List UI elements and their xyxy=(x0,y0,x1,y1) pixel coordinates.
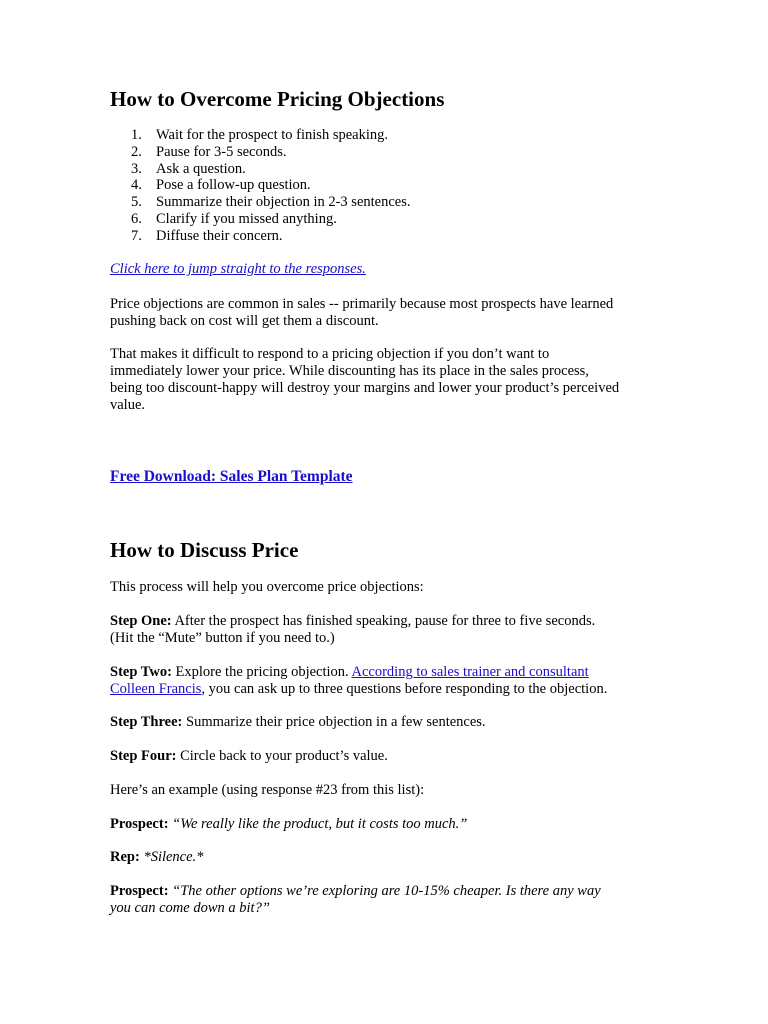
speaker-label: Prospect: xyxy=(110,883,169,899)
list-number: 6. xyxy=(131,210,142,227)
list-item xyxy=(110,228,410,245)
step-two-label: Step Two: xyxy=(110,664,172,680)
text-line: Price objections are common in sales -- primarily because most prospects have learned xyxy=(110,296,614,312)
list-number: 4. xyxy=(131,177,142,194)
step-one-label: Step One: xyxy=(110,613,172,629)
step-three-text: Summarize their price objection in a few sentences. xyxy=(182,714,486,730)
list-number: 5. xyxy=(131,194,142,211)
list-text: Diffuse their concern. xyxy=(156,227,283,244)
step-one-paragraph xyxy=(110,613,670,647)
jump-link-paragraph xyxy=(110,261,670,278)
dialogue-text: “The other options we’re exploring are 10-15% cheaper. Is there any way xyxy=(168,883,601,899)
steps-list xyxy=(110,127,410,245)
list-text: Pause for 3-5 seconds. xyxy=(156,143,287,160)
list-item xyxy=(110,177,410,194)
dialogue-line xyxy=(110,883,670,917)
list-number: 1. xyxy=(131,127,142,143)
dialogue-line xyxy=(110,849,670,866)
dialogue-line xyxy=(110,816,670,833)
process-intro: This process will help you overcome price objections: xyxy=(110,579,424,595)
list-number: 2. xyxy=(131,143,142,160)
download-paragraph xyxy=(110,468,670,486)
intro-paragraph-2 xyxy=(110,346,670,414)
list-item xyxy=(110,194,410,211)
intro-paragraph-1 xyxy=(110,296,670,330)
free-download-link[interactable]: Free Download: Sales Plan Template xyxy=(110,468,353,485)
jump-to-responses-link[interactable]: Click here to jump straight to the responses. xyxy=(110,261,366,277)
list-text: Ask a question. xyxy=(156,160,246,177)
section-heading: How to Discuss Price xyxy=(110,538,299,562)
list-text: Summarize their objection in 2-3 sentences. xyxy=(156,194,411,211)
text-line: being too discount-happy will destroy your margins and lower your product’s perceived xyxy=(110,380,620,396)
list-text: Wait for the prospect to finish speaking. xyxy=(156,127,388,143)
list-item xyxy=(110,144,410,161)
step-four-paragraph xyxy=(110,748,670,765)
step-three-paragraph xyxy=(110,714,670,731)
step-three-label: Step Three: xyxy=(110,714,183,730)
text-line: immediately lower your price. While discounting has its place in the sales process, xyxy=(110,363,589,379)
step-two-paragraph xyxy=(110,664,670,698)
step-two-text-2: , you can ask up to three questions before responding to the objection. xyxy=(201,681,608,697)
step-four-label: Step Four: xyxy=(110,748,177,764)
list-item xyxy=(110,211,410,228)
list-number: 3. xyxy=(131,160,142,177)
dialogue-text: *Silence.* xyxy=(139,849,204,865)
step-one-text: After the prospect has finished speaking, pause for three to five seconds. xyxy=(171,613,596,629)
list-item xyxy=(110,161,410,178)
link-text: Colleen Francis xyxy=(110,681,202,697)
page-title: How to Overcome Pricing Objections xyxy=(110,87,445,111)
speaker-label: Rep: xyxy=(110,849,140,865)
list-number: 7. xyxy=(131,227,142,244)
list-text: Pose a follow-up question. xyxy=(156,177,311,194)
dialogue-text: “We really like the product, but it costs too much.” xyxy=(168,816,468,832)
list-item xyxy=(110,127,410,144)
example-intro: Here’s an example (using response #23 from this list): xyxy=(110,782,425,798)
dialogue-text-2: you can come down a bit?” xyxy=(110,900,270,916)
text-line: pushing back on cost will get them a discount. xyxy=(110,313,379,329)
link-text: According to sales trainer and consultant xyxy=(351,664,589,680)
step-two-text: Explore the pricing objection. xyxy=(171,664,352,680)
step-four-text: Circle back to your product’s value. xyxy=(176,748,388,764)
speaker-label: Prospect: xyxy=(110,816,169,832)
text-line: That makes it difficult to respond to a pricing objection if you don’t want to xyxy=(110,346,550,362)
list-text: Clarify if you missed anything. xyxy=(156,210,337,227)
step-one-text-2: (Hit the “Mute” button if you need to.) xyxy=(110,630,335,646)
text-line: value. xyxy=(110,397,146,413)
